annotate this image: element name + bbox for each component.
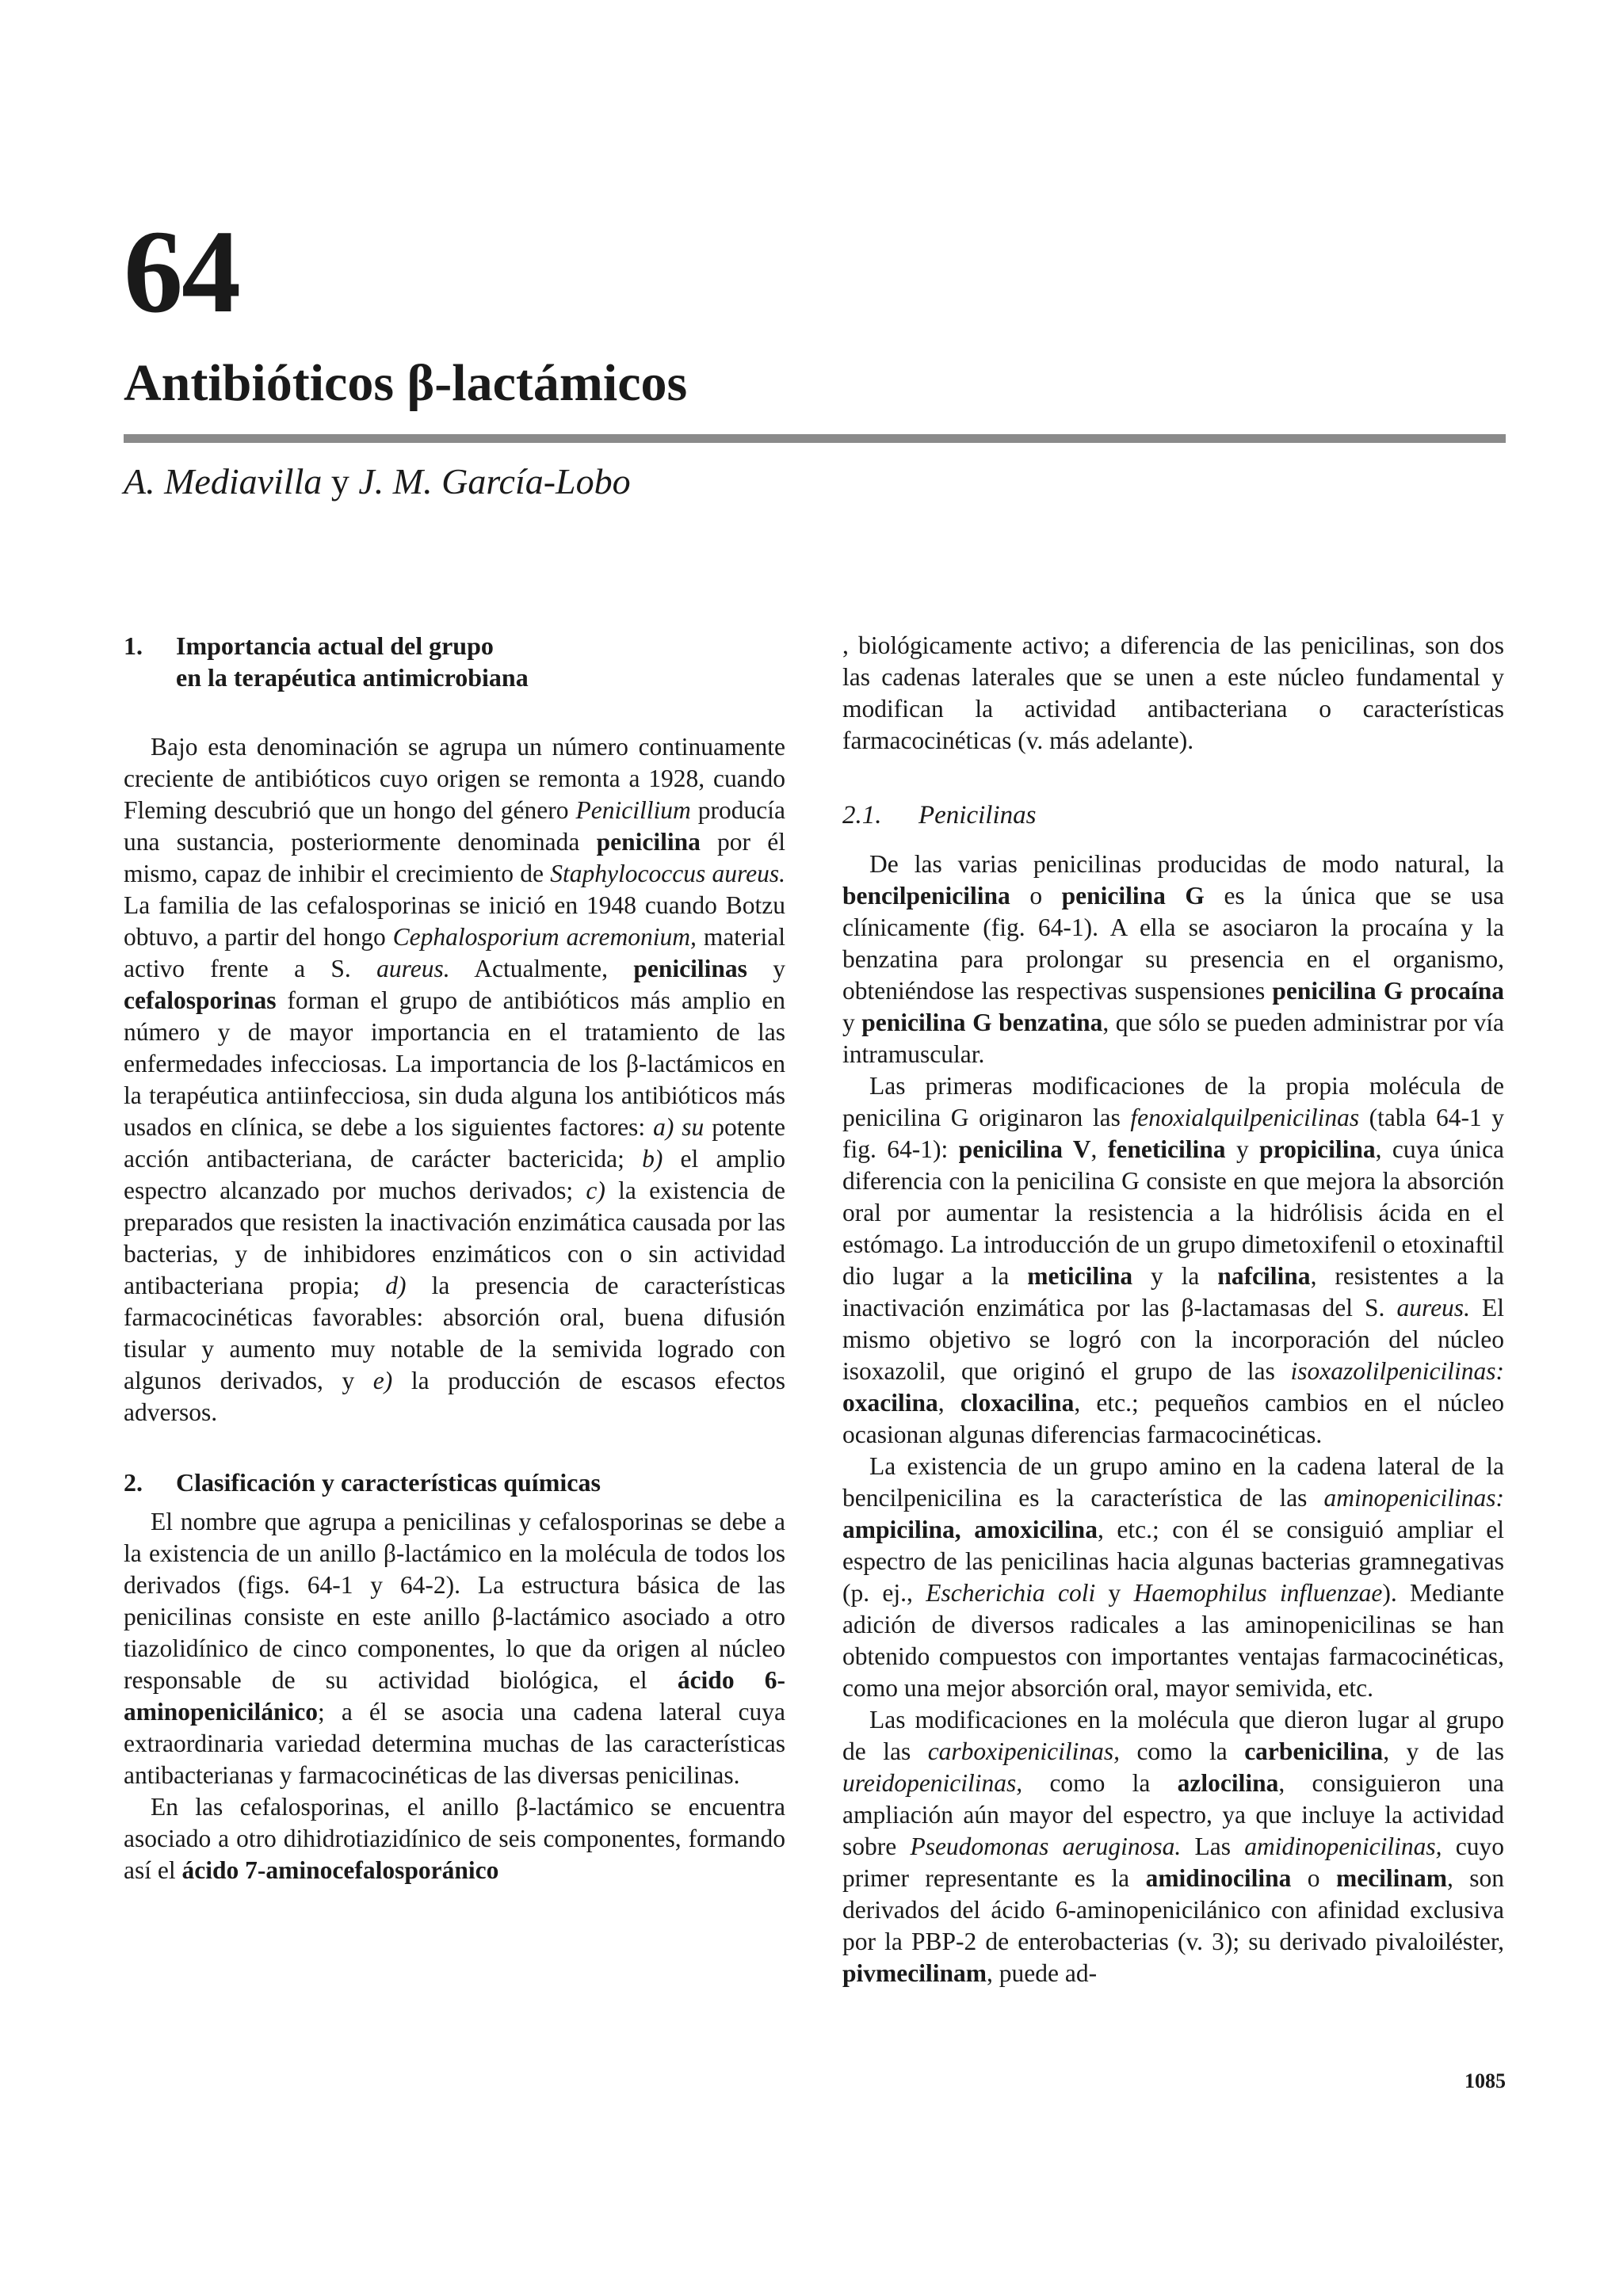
section-2-paragraph-2-continued: , biológicamente activo; a diferencia de las penicilinas, son dos las cadenas laterales que se unen a este núcleo fundamental y modifican la actividad antibacteriana o características farmacocinéticas (v. más adelante). <box>842 631 1504 754</box>
chapter-number: 64 <box>124 206 239 338</box>
section-2-1-number: 2.1. <box>842 801 882 830</box>
section-1-paragraph-1: Bajo esta denominación se agrupa un número continuamente creciente de antibióticos cuyo origen se remonta a 1928, cuando Fleming descubrió que un hongo del género Penicillium producía una sustancia, posteriormente denominada penicilina por él mismo, capaz de inhibir el crecimiento de Staphylococcus aureus. La familia de las cefalosporinas se inició en 1948 cuando Botzu obtuvo, a partir del hongo Cephalosporium acremonium, material activo frente a S. aureus. Actualmente, penicilinas y cefalosporinas forman el grupo de antibióticos más amplio en número y de mayor importancia en el tratamiento de las enfermedades infecciosas. La importancia de los β-lactámicos en la terapéutica antiinfecciosa, sin duda alguna los antibióticos más usados en clínica, se debe a los siguientes factores: a) su potente acción antibacteriana, de carácter bactericida; b) el amplio espectro alcanzado por muchos derivados; c) la existencia de preparados que resisten la inactivación enzimática causada por las bacterias, y de inhibidores enzimáticos con o sin actividad antibacteriana propia; d) la presencia de características farmacocinéticas favorables: absorción oral, buena difusión tisular y aumento muy notable de la semivida logrado con algunos derivados, y e) la producción de escasos efectos adversos. <box>124 733 786 1426</box>
section-2-title: Clasificación y características químicas <box>176 1468 601 1497</box>
authors <box>124 458 631 505</box>
right-column <box>842 630 1504 1989</box>
chapter-title: Antibióticos β-lactámicos <box>124 354 688 412</box>
section-2-1-heading <box>842 799 1504 831</box>
section-2-number: 2. <box>124 1468 143 1497</box>
section-2-1-paragraph-2: Las primeras modificaciones de la propia molécula de penicilina G originaron las fenoxialquilpenicilinas (tabla 64-1 y fig. 64-1): penicilina V, feneticilina y propicilina, cuya única diferencia con la penicilina G consiste en que mejora la absorción oral por aumentar la resistencia a la hidrólisis ácida en el estómago. La introducción de un grupo dimetoxifenil o etoxinaftil dio lugar a la meticilina y la nafcilina, resistentes a la inactivación enzimática por las β-lactamasas del S. aureus. El mismo objetivo se logró con la incorporación del núcleo isoxazolil, que originó el grupo de las isoxazolilpenicilinas: oxacilina, cloxacilina, etc.; pequeños cambios en el núcleo ocasionan algunas diferencias farmacocinéticas. <box>842 1072 1505 1448</box>
author-2: J. M. García-Lobo <box>358 461 631 502</box>
section-2-1-paragraph-1: De las varias penicilinas producidas de modo natural, la bencilpenicilina o penicilina G es la única que se usa clínicamente (fig. 64-1). A ella se asociaron la procaína y la benzatina para prolongar su presencia en el organismo, obteniéndose las respectivas suspensiones penicilina G procaína y penicilina G benzatina, que sólo se pueden administrar por vía intramuscular. <box>842 850 1505 1068</box>
section-1-title-line-1: Importancia actual del grupo <box>176 631 494 660</box>
section-1-heading <box>124 630 785 693</box>
section-2-1-paragraph-4: Las modificaciones en la molécula que dieron lugar al grupo de las carboxipenicilinas, como la carbenicilina, y de las ureidopenicilinas, como la azlocilina, consiguieron una ampliación aún mayor del espectro, ya que incluye la actividad sobre Pseudomonas aeruginosa. Las amidinopenicilinas, cuyo primer representante es la amidinocilina o mecilinam, son derivados del ácido 6-aminopenicilánico con afinidad exclusiva por la PBP-2 de enterobacterias (v. 3); su derivado pivaloiléster, pivmecilinam, puede ad- <box>842 1706 1504 1987</box>
section-1-number: 1. <box>124 631 143 660</box>
section-2-paragraph-1: El nombre que agrupa a penicilinas y cefalosporinas se debe a la existencia de un anillo β-lactámico en la molécula de todos los derivados (figs. 64-1 y 64-2). La estructura básica de las penicilinas consiste en este anillo β-lactámico asociado a otro tiazolidínico de cinco componentes, lo que da origen al núcleo responsable de su actividad biológica, el ácido 6-aminopenicilánico; a él se asocia una cadena lateral cuya extraordinaria variedad determina muchas de las características antibacterianas y farmacocinéticas de las diversas penicilinas. <box>124 1508 786 1789</box>
section-1-title <box>176 630 529 693</box>
page-number: 1085 <box>1465 2069 1506 2092</box>
left-column <box>124 630 785 1886</box>
author-1: A. Mediavilla <box>124 461 323 502</box>
section-2-1-paragraph-3: La existencia de un grupo amino en la cadena lateral de la bencilpenicilina es la característica de las aminopenicilinas: ampicilina, amoxicilina, etc.; con él se consiguió ampliar el espectro de las penicilinas hacia algunas bacterias gramnegativas (p. ej., Escherichia coli y Haemophilus influenzae). Mediante adición de diversos radicales a las aminopenicilinas se han obtenido compuestos con importantes ventajas farmacocinéticas, como una mejor absorción oral, mayor semivida, etc. <box>842 1452 1505 1702</box>
title-rule <box>124 434 1506 443</box>
section-1-title-line-2: en la terapéutica antimicrobiana <box>176 663 529 692</box>
author-separator: y <box>322 461 359 502</box>
section-2-1-title: Penicilinas <box>918 801 1037 830</box>
section-2-heading <box>124 1466 785 1498</box>
section-2-paragraph-2: En las cefalosporinas, el anillo β-lactámico se encuentra asociado a otro dihidrotiazidínico de seis componentes, formando así el ácido 7-aminocefalosporánico <box>124 1793 785 1884</box>
